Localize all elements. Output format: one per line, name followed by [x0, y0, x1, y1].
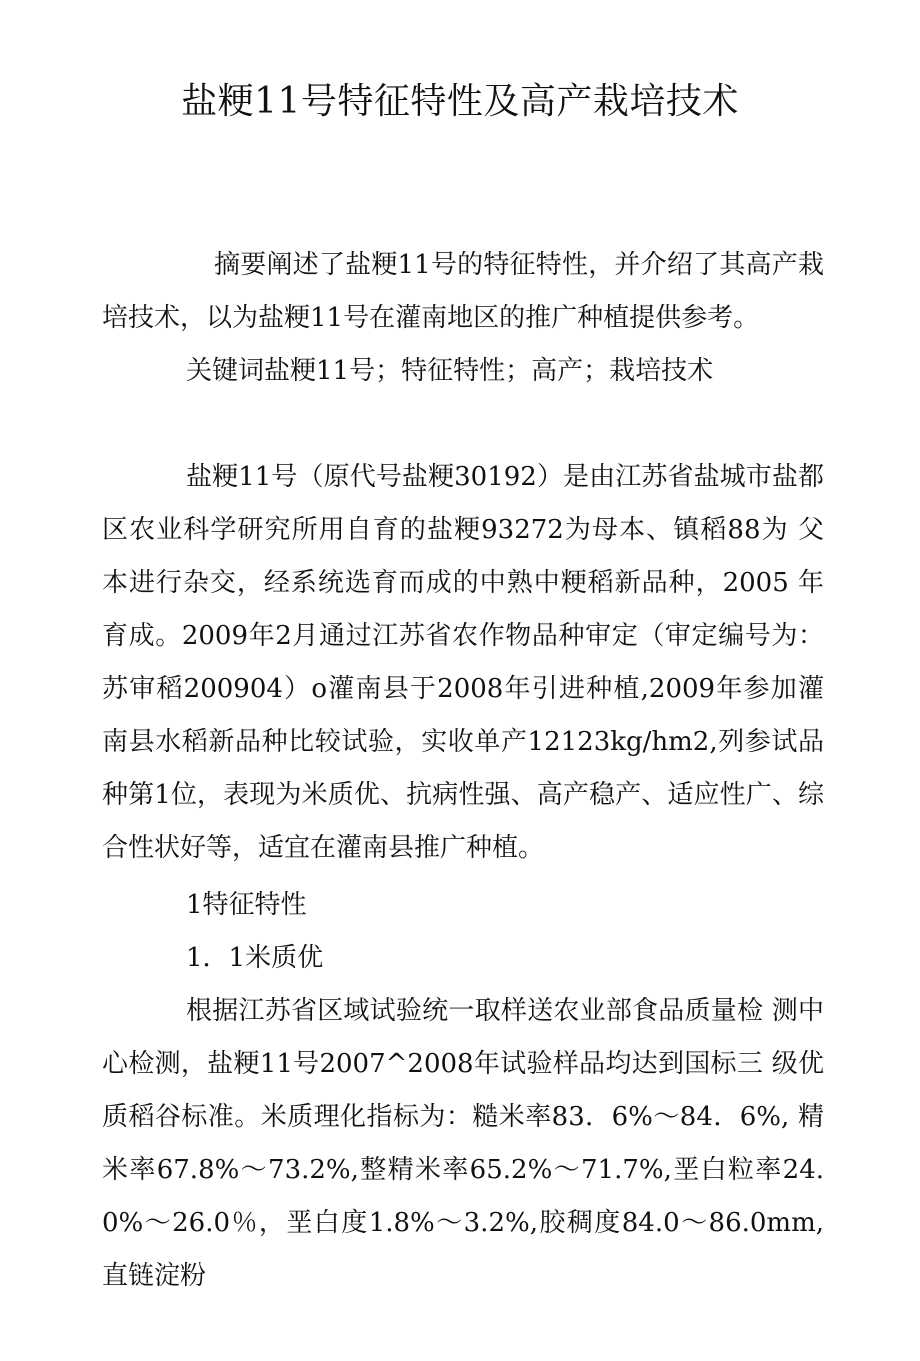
intro-paragraph: 盐粳11号（原代号盐粳30192）是由江苏省盐城市盐都区农业科学研究所用自育的盐粳93272为母本、镇稻88为 父本进行杂交，经系统选育而成的中熟中粳稻新品种，2005 年育成。2009年2月通过江苏省农作物品种审定（审定编号为：苏审稻200904）o灌南县于2008年引进种植,2009年参加灌南县水稻新品种比较试验，实收单产12123kg/hm2,列参试品种第1位，表现为米质优、抗病性强、高产稳产、适应性广、综合性状好等，适宜在灌南县推广种植。 [102, 462, 824, 863]
abstract-paragraph: 摘要阐述了盐粳11号的特征特性，并介绍了其高产栽培技术，以为盐粳11号在灌南地区的推广种植提供参考。 [102, 250, 824, 333]
section-heading-1-1: 1．1米质优 [186, 943, 324, 973]
section-1-1-paragraph: 根据江苏省区域试验统一取样送农业部食品质量检 测中心检测，盐粳11号2007^2008年试验样品均达到国标三 级优质稻谷标准。米质理化指标为：糙米率83．6%～84．6%, 精米率67.8%～73.2%,整精米率65.2%～71.7%,垩白粒率24.0%～26.0％，垩白度1.8%～3.2%,胶稠度84.0～86.0mm, 直链淀粉 [102, 996, 824, 1291]
section-heading-1: 1特征特性 [186, 890, 307, 920]
keywords-line: 关键词盐粳11号；特征特性；高产；栽培技术 [186, 356, 714, 386]
document-title: 盐粳11号特征特性及高产栽培技术 [181, 81, 739, 122]
